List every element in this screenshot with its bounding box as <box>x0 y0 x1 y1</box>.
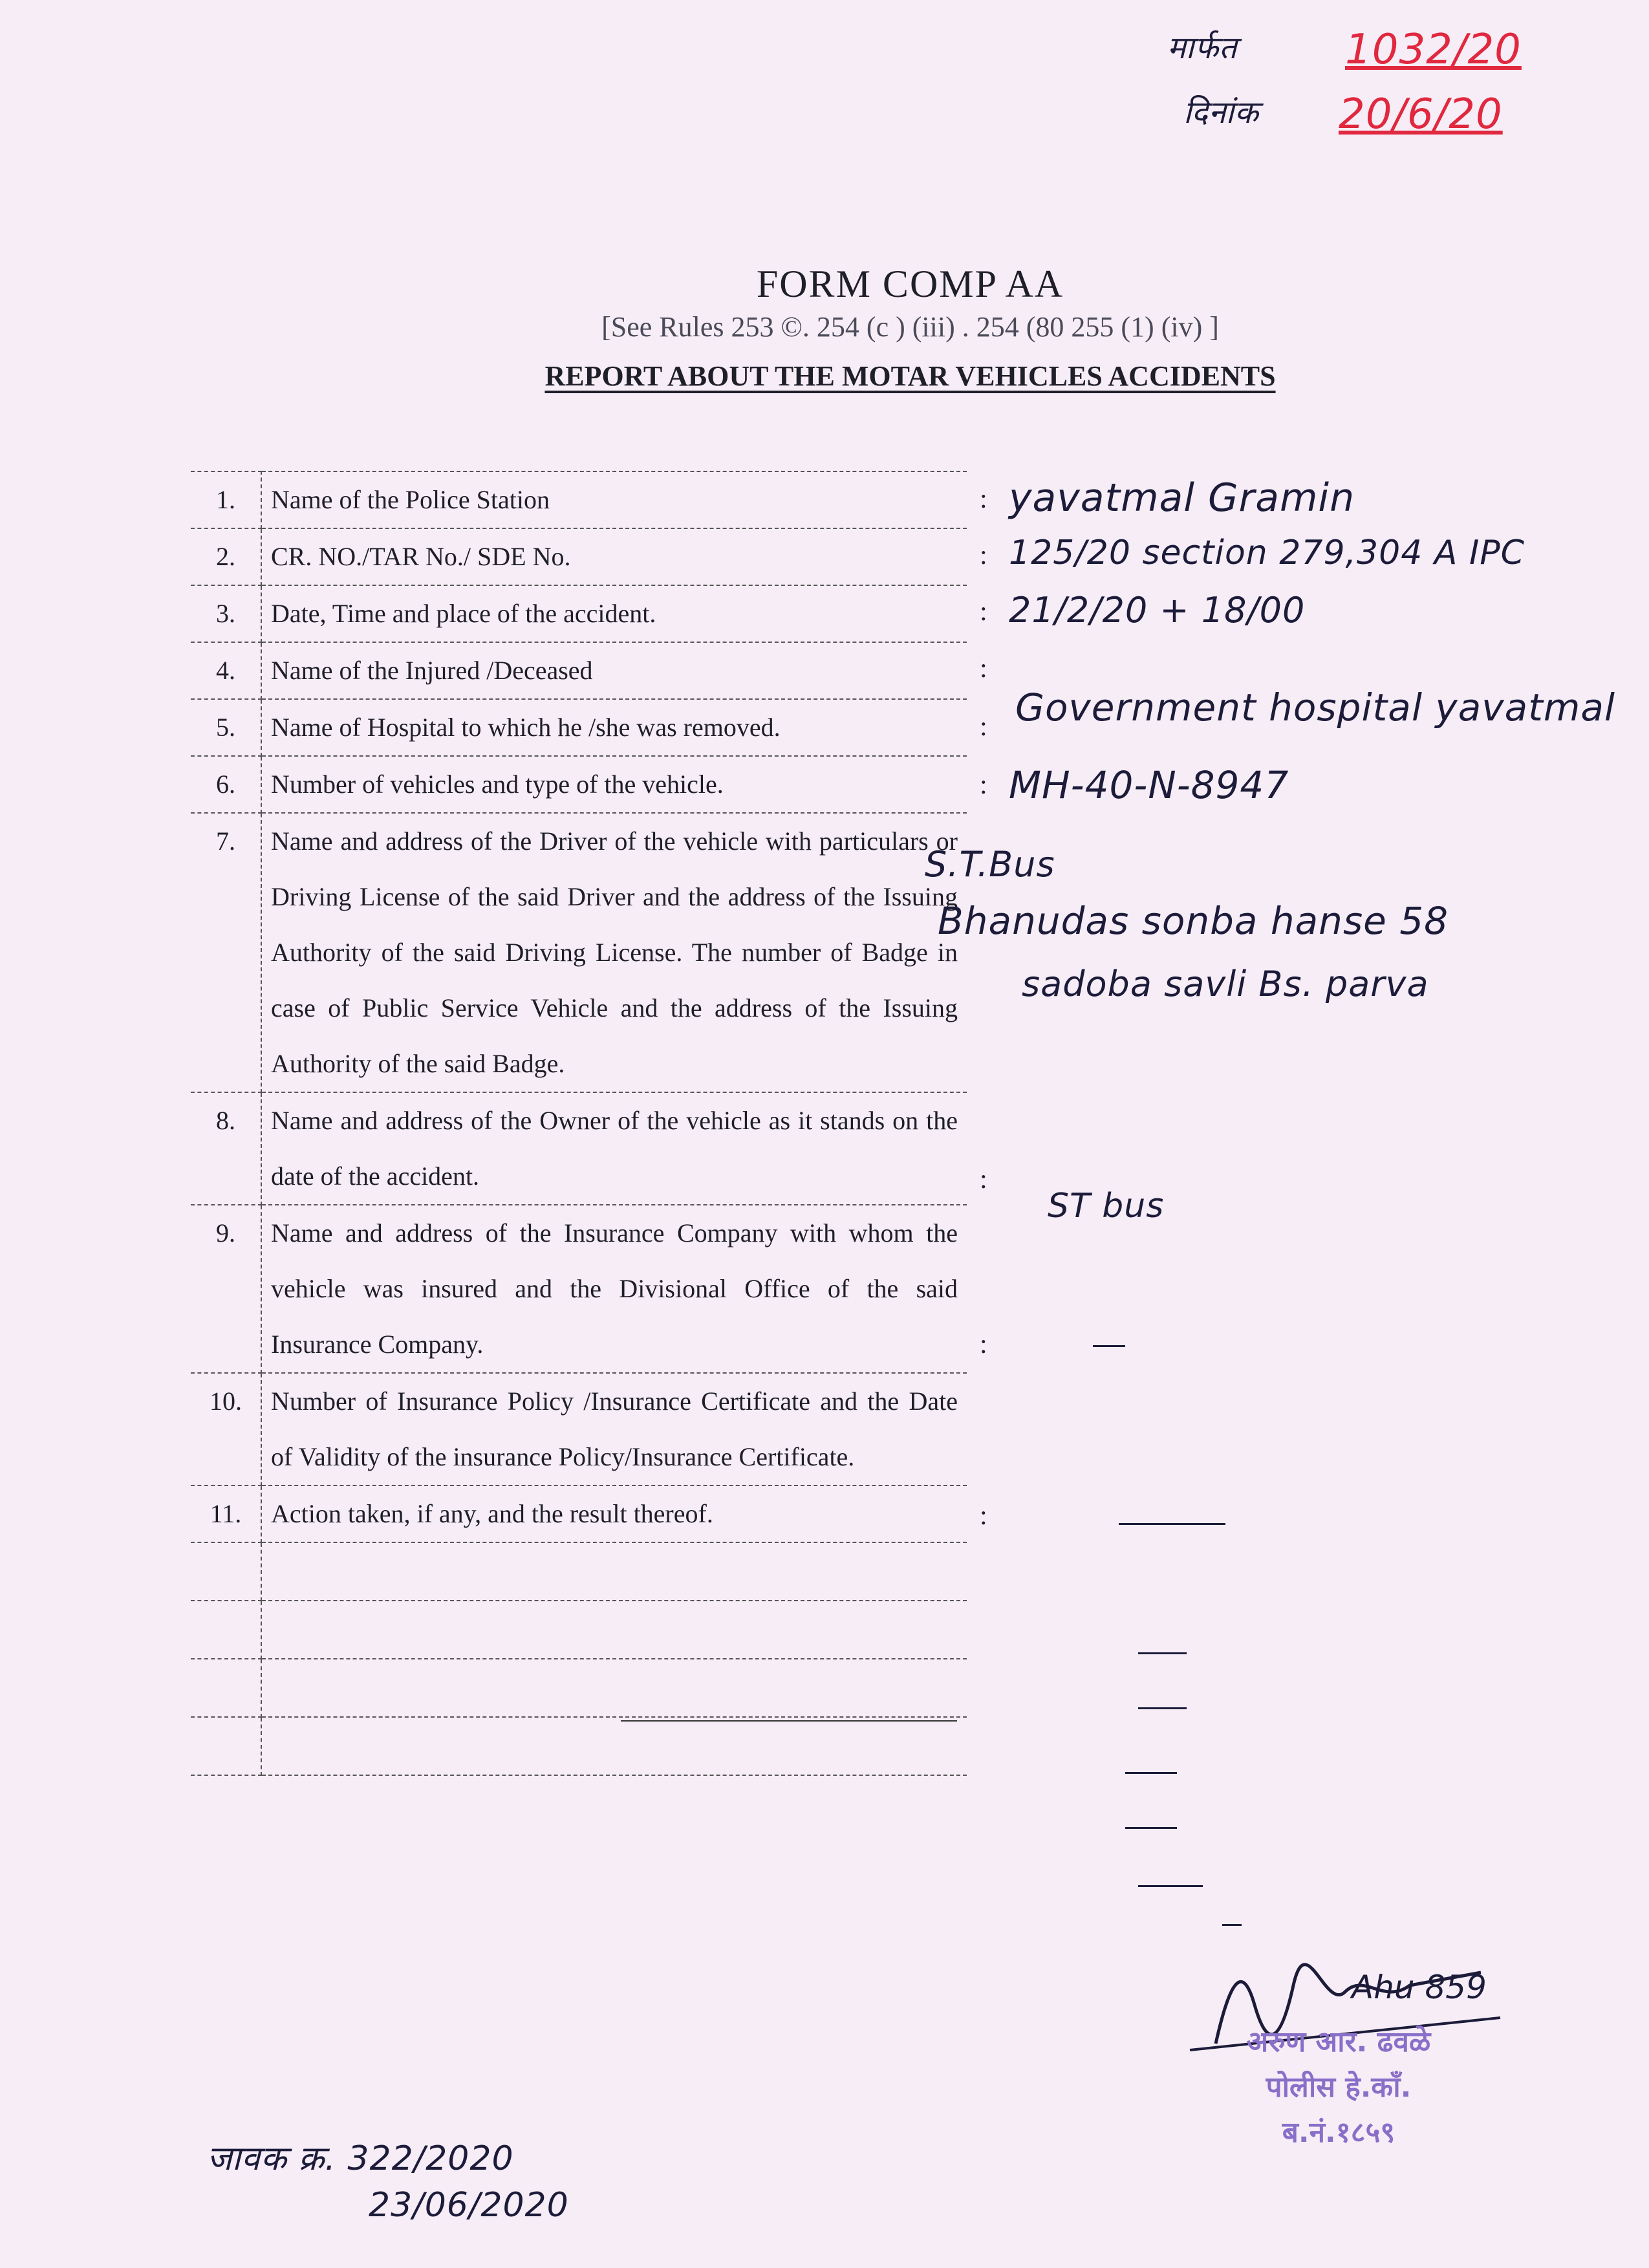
colon-separator: : <box>980 1165 987 1194</box>
hospital-value: Government hospital yavatmal <box>1015 686 1616 729</box>
table-row <box>191 756 967 813</box>
table-row <box>191 1485 967 1542</box>
blank-dash <box>1125 1772 1177 1774</box>
colon-separator: : <box>980 1330 987 1359</box>
row-label: Name of the Injured /Deceased <box>261 642 967 699</box>
cr-number-value: 125/20 section 279,304 A IPC <box>1009 534 1525 572</box>
blank-dash <box>621 1720 957 1722</box>
row-number: 11. <box>191 1485 261 1542</box>
colon-separator: : <box>980 541 987 570</box>
stamp-designation: पोलीस हे.कॉं. <box>1266 2071 1412 2104</box>
report-subtitle: REPORT ABOUT THE MOTAR VEHICLES ACCIDENTS <box>544 360 1276 392</box>
table-row <box>191 1092 967 1205</box>
stamp-name: अरुण आर. ढवळे <box>1246 2025 1431 2058</box>
row-label: Date, Time and place of the accident. <box>261 585 967 642</box>
row-number: 7. <box>191 813 261 1092</box>
blank-row <box>191 1542 967 1601</box>
blank-dash <box>1119 1523 1225 1525</box>
row-label: CR. NO./TAR No./ SDE No. <box>261 528 967 585</box>
blank-dash <box>1138 1652 1187 1654</box>
table-row <box>191 699 967 756</box>
row-number: 3. <box>191 585 261 642</box>
table-row <box>191 585 967 642</box>
table-row <box>191 1373 967 1485</box>
row-label: Number of Insurance Policy /Insurance Certificate and the Date of Validity of the insurance Policy/Insurance Certificate. <box>261 1373 967 1485</box>
colon-separator: : <box>980 484 987 514</box>
table-row <box>191 1205 967 1373</box>
row-number: 4. <box>191 642 261 699</box>
row-number: 2. <box>191 528 261 585</box>
table-row <box>191 528 967 585</box>
blank-dash <box>1222 1924 1242 1926</box>
blank-dash <box>1093 1345 1125 1347</box>
ref-label: मार्फत <box>1167 30 1238 66</box>
blank-row <box>191 1717 967 1775</box>
row-number: 8. <box>191 1092 261 1205</box>
stamp-badge-number: ब.नं.१८५९ <box>1282 2116 1396 2149</box>
form-title: FORM COMP AA <box>756 263 1064 305</box>
driver-address-value: sadoba savli Bs. parva <box>1022 964 1429 1004</box>
blank-dash <box>1125 1827 1177 1829</box>
colon-separator: : <box>980 712 987 742</box>
vehicle-number-value: MH-40-N-8947 <box>1009 763 1289 807</box>
table-row <box>191 642 967 699</box>
row-label: Name and address of the Driver of the vehicle with particulars or Driving License of the said Driver and the address of the Issuing Authority of the said Driving License. The number of Badge in case of Public Service Vehicle and the address of the Issuing Authority of the said Badge. <box>261 813 967 1092</box>
row-label: Action taken, if any, and the result thereof. <box>261 1485 967 1542</box>
police-station-value: yavatmal Gramin <box>1009 475 1355 521</box>
row-number: 9. <box>191 1205 261 1373</box>
table-row <box>191 471 967 528</box>
row-number: 5. <box>191 699 261 756</box>
colon-separator: : <box>980 654 987 684</box>
row-label: Name and address of the Insurance Company with whom the vehicle was insured and the Divisional Office of the said Insurance Company. <box>261 1205 967 1373</box>
row-number: 10. <box>191 1373 261 1485</box>
ref-date-label: दिनांक <box>1183 94 1259 131</box>
row-label: Name of Hospital to which he /she was removed. <box>261 699 967 756</box>
colon-separator: : <box>980 597 987 627</box>
row-number: 1. <box>191 471 261 528</box>
blank-row <box>191 1659 967 1717</box>
report-table <box>191 471 967 1776</box>
table-row <box>191 813 967 1092</box>
colon-separator: : <box>980 1501 987 1531</box>
row-number: 6. <box>191 756 261 813</box>
row-label: Name of the Police Station <box>261 471 967 528</box>
ref-date: 20/6/20 <box>1339 91 1503 138</box>
ref-number: 1032/20 <box>1345 26 1522 74</box>
colon-separator: : <box>980 770 987 800</box>
driver-name-value: Bhanudas sonba hanse 58 <box>938 899 1449 943</box>
row-label: Number of vehicles and type of the vehicle. <box>261 756 967 813</box>
rules-reference: [See Rules 253 ©. 254 (c ) (iii) . 254 (80 255 (1) (iv) ] <box>601 311 1219 343</box>
owner-value: ST bus <box>1048 1187 1165 1226</box>
signature-text: Ahu 859 <box>1352 1969 1487 2006</box>
blank-dash <box>1138 1707 1187 1709</box>
outward-number: जावक क्र. 322/2020 <box>207 2139 514 2178</box>
blank-row <box>191 1601 967 1659</box>
blank-dash <box>1138 1885 1203 1887</box>
accident-date-value: 21/2/20 + 18/00 <box>1009 590 1306 631</box>
vehicle-type-value: S.T.Bus <box>925 844 1055 885</box>
row-label: Name and address of the Owner of the vehicle as it stands on the date of the accident. <box>261 1092 967 1205</box>
outward-date: 23/06/2020 <box>369 2186 569 2225</box>
